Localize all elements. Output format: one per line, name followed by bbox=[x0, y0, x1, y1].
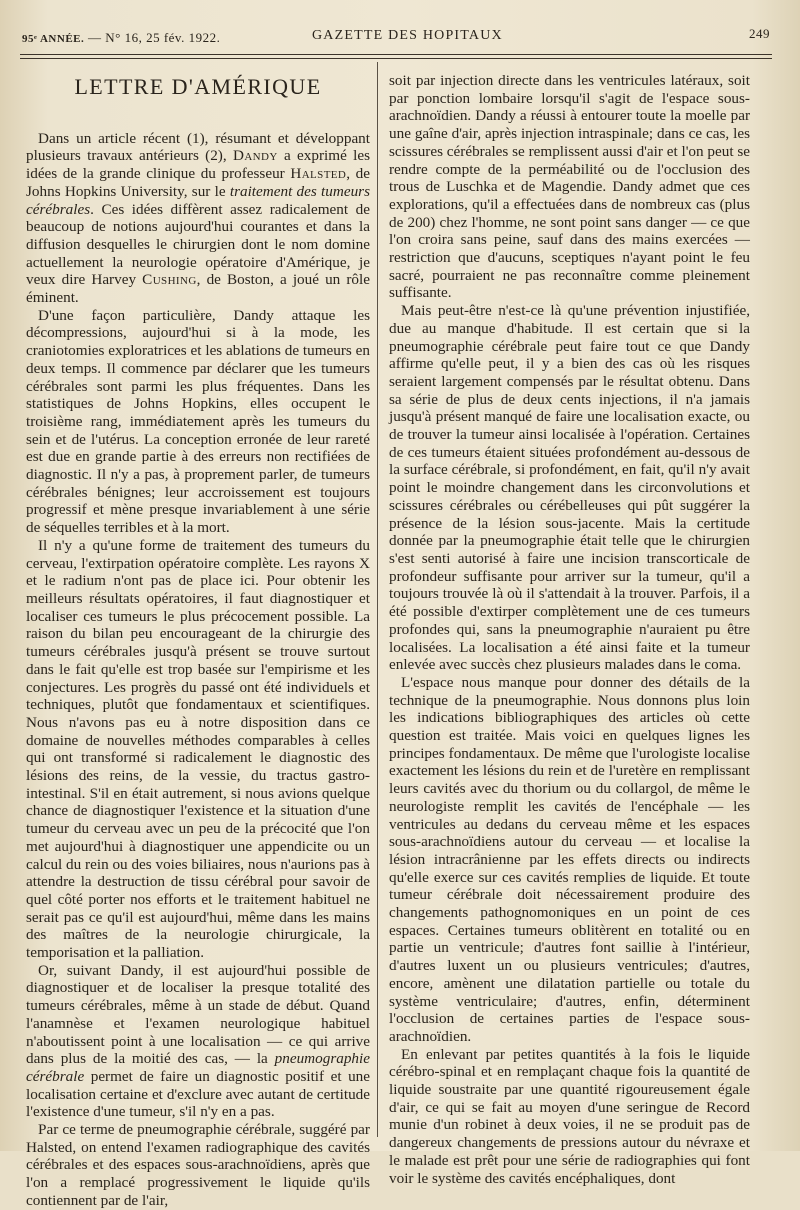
paragraph bbox=[389, 72, 750, 302]
paragraph-text: Par ce terme de pneumographie cérébrale, suggéré par Halsted, on entend l'examen radiographique des cavités cérébrales et des espaces sous-arachnoïdiens, après que l'on a remplacé progressivement le liquide qu'ils contiennent par de l'air, bbox=[26, 1121, 370, 1209]
journal-title: GAZETTE DES HOPITAUX bbox=[312, 28, 503, 43]
author-name: Dandy bbox=[232, 147, 278, 165]
paragraph-text: , de Boston, a joué un rôle éminent. bbox=[26, 271, 370, 307]
paragraph bbox=[26, 962, 370, 1121]
right-column bbox=[389, 72, 750, 1187]
column-divider bbox=[377, 62, 378, 1137]
paragraph-text: . Ces idées diffèrent assez radicalement de beaucoup de notions aujourd'hui courantes et dans la diffusion desquelles le chirurgien dont le nom domine actuellement la neurologie opératoire d'Amérique, je veux dire Harvey bbox=[26, 200, 370, 289]
paragraph bbox=[389, 1046, 750, 1188]
paragraph bbox=[389, 674, 750, 1046]
paragraph bbox=[26, 1121, 370, 1210]
paragraph-text: Dans un article récent (1), résumant et développant plusieurs travaux antérieurs (2), bbox=[26, 129, 370, 165]
author-name: Halsted bbox=[290, 165, 347, 183]
paragraph-text: permet de faire un diagnostic positif et une localisation certaine et d'exclure avec autant de certitude l'existence d'une tumeur, s'il n'y en a pas. bbox=[26, 1067, 370, 1121]
paragraph-text: Mais peut-être n'est-ce là qu'une prévention injustifiée, due au manque d'habitude. Il est certain que si la pneumographie cérébrale peut faire tout ce que Dandy affirme qu'elle peut, il y a bien des cas où les risques seraient largement compensés par le résultat obtenu. Dans sa série de plus de deux cents injections, il n'a jamais jusqu'à présent manqué de faire une localisation exacte, ou de trouver la tumeur ainsi localisée à l'opération. Certaines de ces tumeurs étaient situées profondément au-dessous de la surface cérébrale, si profondément, en fait, qu'il n'y avait point le moindre changement dans les circonvolutions et scissures cérébrales ou cérébelleuses qui pût suggérer la présence de la lésion sous-jacente. Mais la certitude donnée par la pneumographie était telle que le chirurgien s'est senti autorisé à faire une incision transcorticale de profondeur suffisante pour arriver sur la tumeur, qu'il a toujours trouvée là où il s'attendait à la trouver. Parfois, il a été possible d'extirper complètement une de ces tumeurs profondes qui, sans la pneumographie n'auraient pu être localisées. La localisation a été ainsi faite et la tumeur enlevée avec succès chez plusieurs malades dans le coma. bbox=[389, 302, 750, 674]
paragraph bbox=[26, 537, 370, 962]
year-label: 95ᵉ ANNÉE. bbox=[22, 33, 85, 45]
issue-date: — N° 16, 25 fév. 1922. bbox=[84, 30, 221, 45]
article-title: LETTRE D'AMÉRIQUE bbox=[74, 74, 322, 99]
paragraph-text: Or, suivant Dandy, il est aujourd'hui possible de diagnostiquer et de localiser la presque totalité des tumeurs cérébrales, même à un stade de début. Quand l'anamnèse et l'examen neurologique habituel n'aboutissent point à une localisation — ce qui arrive dans plus de la moitié des cas, — la bbox=[26, 961, 370, 1068]
header-rule-top bbox=[20, 54, 772, 55]
paragraph-text: En enlevant par petites quantités à la fois le liquide cérébro-spinal et en remplaçant chaque fois la quantité de liquide soustraite par une quantité rigoureusement égale d'air, ce qui se fait au moyen d'une seringue de Record munie d'un robinet à deux voies, il ne se produit pas de dangereux changements de pressions autour du névraxe et le malade est prêt pour une série de radiographies qui font voir le système des cavités encéphaliques, dont bbox=[389, 1045, 750, 1187]
paragraph-text: a exprimé les idées de la grande clinique du professeur bbox=[26, 147, 370, 183]
left-column bbox=[26, 66, 370, 1210]
paragraph-text: soit par injection directe dans les ventricules latéraux, soit par ponction lombaire lorsqu'il s'agit de l'espace sous-arachnoïdien. Dandy a réussi à entourer toute la moelle par une gaîne d'air, après injection intraspinale; dans ce cas, les scissures cérébrales se remplissent aussi d'air et l'on peut se rendre compte de la perméabilité ou de l'occlusion des trous de Luschka et de Magendie. Dandy admet que ces explorations, qu'il a effectuées dans de nombreux cas (plus de 200) chez l'homme, ne sont point sans danger — ce que l'on croira sans peine, sauf dans des mains exercées — restriction que d'aucuns, sceptiques n'ayant point le feu sacré, pourraient ne pas reconnaître comme pleinement suffisante. bbox=[389, 72, 751, 302]
header-rule-bottom bbox=[20, 58, 772, 59]
paragraph-text: , de Johns Hopkins University, sur le bbox=[26, 165, 371, 200]
paragraph-text: D'une façon particulière, Dandy attaque les décompressions, aujourd'hui si à la mode, les craniotomies exploratrices et les ablations de tumeurs en deux temps. Il commence par déclarer que les tumeurs cérébrales sont parmi les plus fréquentes. Dans les statistiques de Johns Hopkins, elles occupent le troisième rang, immédiatement après les tumeurs du sein et de l'utérus. La conception erronée de leur rareté est due en grande partie à des erreurs non rectifiées de diagnostic. Il n'y a pas, à proprement parler, de tumeurs cérébrales bénignes; leur accroissement est toujours progressif et mène presque invariablement à une série de séquelles terribles et à la mort. bbox=[26, 306, 370, 537]
page-header bbox=[22, 24, 770, 48]
issue-info bbox=[22, 30, 220, 46]
paragraph-text: Il n'y a qu'une forme de traitement des tumeurs du cerveau, l'extirpation opératoire complète. Les rayons X et le radium n'ont pas de place ici. Pour obtenir les meilleurs résultats opératoires, il faut diagnostiquer et localiser ces tumeurs le plus précocement possible. La raison du bilan peu encourageant de la chirurgie des tumeurs cérébrales jusqu'à présent se trouve surtout dans le fait qu'elle est trop basée sur l'empirisme et les conjectures. Les progrès du passé ont été individuels et techniques, plutôt que fondamentaux et scientifiques. Nous n'avons pas eu à notre disposition dans ce domaine de nouvelles méthodes comparables à celles qui ont transformé si radicalement le diagnostic des lésions des reins, de la vessie, du tractus gastro-intestinal. S'il en était autrement, si nous avions quelque chance de diagnostiquer l'existence et la situation d'une tumeur du cerveau avec un peu de la précocité que l'on met aujourd'hui à diagnostiquer une appendicite ou un calcul du rein ou des voies biliaires, nous n'aurions pas à attendre la destruction de tissu cérébral pour savoir de quel côté porter nos efforts et le traitement habituel ne serait pas ce qu'il est aujourd'hui, même dans les mains des maîtres de la neurologie chirurgicale, la temporisation et la palliation. bbox=[26, 536, 370, 962]
paragraph bbox=[26, 130, 370, 307]
author-name: Cushing bbox=[142, 271, 197, 289]
paragraph-text: L'espace nous manque pour donner des détails de la technique de la pneumographie. Nous donnons plus loin les indications bibliographiques des articles où cette question est traitée. Mais voici en quelques lignes les principes fondamentaux. De même que l'urologiste localise exactement les lésions du rein et de l'uretère en remplissant leurs cavités avec du thorium ou du collargol, de même le neurologiste remplit les cavités de l'encéphale — les ventricules au dedans du cerveau même et les espaces sous-arachnoïdiens autour du cerveau — et localise la lésion intracrânienne par les effets directs ou indirects qu'elle exerce sur ces cavités remplies de liquide. Et toute tumeur cérébrale doit nécessairement produire des changements pathognomoniques en un point de ces espaces. Certaines tumeurs oblitèrent en totalité ou en partie un ventricule; d'autres font saillie à l'intérieur, d'autres luxent un ou plusieurs ventricules; d'autres, encore, amènent une dilatation partielle ou totale du système ventriculaire; d'autres, enfin, déterminent l'occlusion de certaines parties de l'espace sous-arachnoïdien. bbox=[389, 673, 750, 1045]
emphasis-text: traitement des tumeurs cérébrales bbox=[26, 182, 370, 218]
page-number: 249 bbox=[749, 26, 770, 41]
paragraph bbox=[389, 302, 750, 674]
right-column-body bbox=[389, 72, 750, 1187]
left-column-body bbox=[26, 130, 370, 1210]
emphasis-text: pneumographie cérébrale bbox=[26, 1050, 370, 1085]
paragraph bbox=[26, 307, 370, 537]
